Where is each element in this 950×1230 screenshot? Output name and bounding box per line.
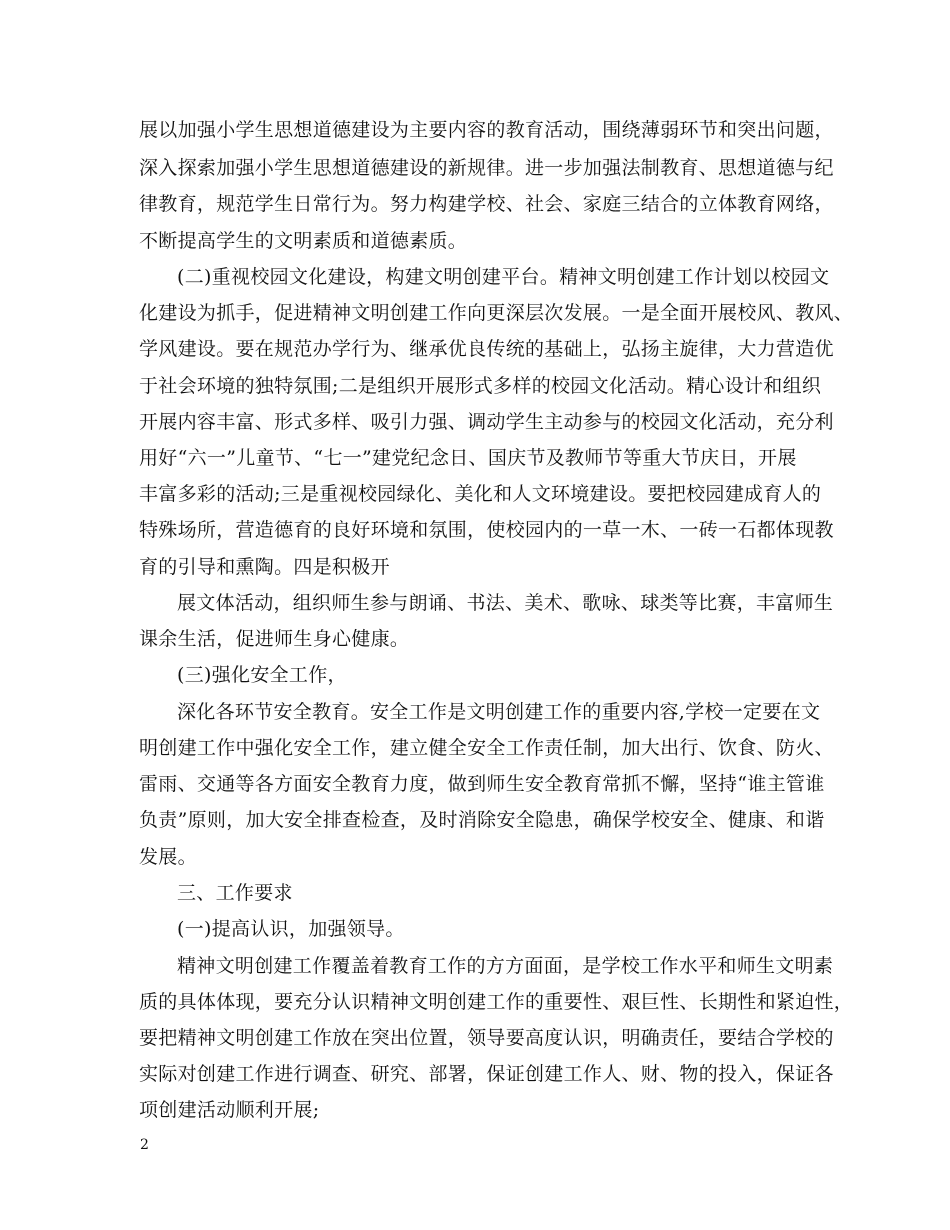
body-text-line: 开展内容丰富、形式多样、吸引力强、调动学生主动参与的校园文化活动，充分利 — [139, 411, 834, 433]
body-text-line: 化建设为抓手，促进精神文明创建工作向更深层次发展。一是全面开展校风、教风、 — [139, 302, 854, 324]
body-text-line: 课余生活，促进师生身心健康。 — [139, 628, 410, 650]
subsection-heading: (一)提高认识，加强领导。 — [177, 918, 405, 940]
body-text-line: 项创建活动顺利开展; — [139, 1099, 320, 1121]
body-text-line: 明创建工作中强化安全工作，建立健全安全工作责任制，加大出行、饮食、防火、 — [139, 737, 834, 759]
body-text-line: 不断提高学生的文明素质和道德素质。 — [139, 230, 468, 252]
body-text-line: 展以加强小学生思想道德建设为主要内容的教育活动，围绕薄弱环节和突出问题， — [139, 119, 834, 141]
body-text-line: 深入探索加强小学生思想道德建设的新规律。进一步加强法制教育、思想道德与纪 — [139, 157, 834, 179]
body-text-line: 展文体活动，组织师生参与朗诵、书法、美术、歌咏、球类等比赛，丰富师生 — [177, 592, 834, 614]
section-heading-2: (二)重视校园文化建设，构建文明创建平台。精神文明创建工作计划以校园文 — [177, 266, 830, 288]
body-text-line: 律教育，规范学生日常行为。努力构建学校、社会、家庭三结合的立体教育网络， — [139, 193, 834, 215]
chapter-heading: 三、工作要求 — [177, 882, 293, 904]
body-text-line: 特殊场所，营造德育的良好环境和氛围，使校园内的一草一木、一砖一石都体现教 — [139, 519, 834, 541]
body-text-line: 实际对创建工作进行调查、研究、部署，保证创建工作人、财、物的投入，保证各 — [139, 1063, 834, 1085]
body-text-line: 深化各环节安全教育。安全工作是文明创建工作的重要内容,学校一定要在文 — [177, 701, 821, 723]
body-text-line: 精神文明创建工作覆盖着教育工作的方方面面，是学校工作水平和师生文明素 — [177, 955, 834, 977]
body-text-line: 负责”原则，加大安全排查检查，及时消除安全隐患，确保学校安全、健康、和谐 — [139, 809, 825, 831]
page-number: 2 — [140, 1137, 149, 1153]
body-text-line: 用好“六一”儿童节、“七一”建党纪念日、国庆节及教师节等重大节庆日，开展 — [139, 447, 797, 469]
body-text-line: 育的引导和熏陶。四是积极开 — [139, 556, 390, 578]
body-text-line: 雷雨、交通等各方面安全教育力度，做到师生安全教育常抓不懈，坚持“谁主管谁 — [139, 773, 825, 795]
body-text-line: 于社会环境的独特氛围;二是组织开展形式多样的校园文化活动。精心设计和组织 — [139, 375, 822, 397]
body-text-line: 学风建设。要在规范办学行为、继承优良传统的基础上，弘扬主旋律，大力营造优 — [139, 338, 834, 360]
body-text-line: 质的具体体现，要充分认识精神文明创建工作的重要性、艰巨性、长期性和紧迫性， — [139, 991, 854, 1013]
section-heading-3: (三)强化安全工作， — [177, 664, 347, 686]
body-text-line: 发展。 — [139, 846, 197, 868]
body-text-line: 要把精神文明创建工作放在突出位置，领导要高度认识，明确责任，要结合学校的 — [139, 1027, 834, 1049]
body-text-line: 丰富多彩的活动;三是重视校园绿化、美化和人文环境建设。要把校园建成育人的 — [139, 483, 822, 505]
